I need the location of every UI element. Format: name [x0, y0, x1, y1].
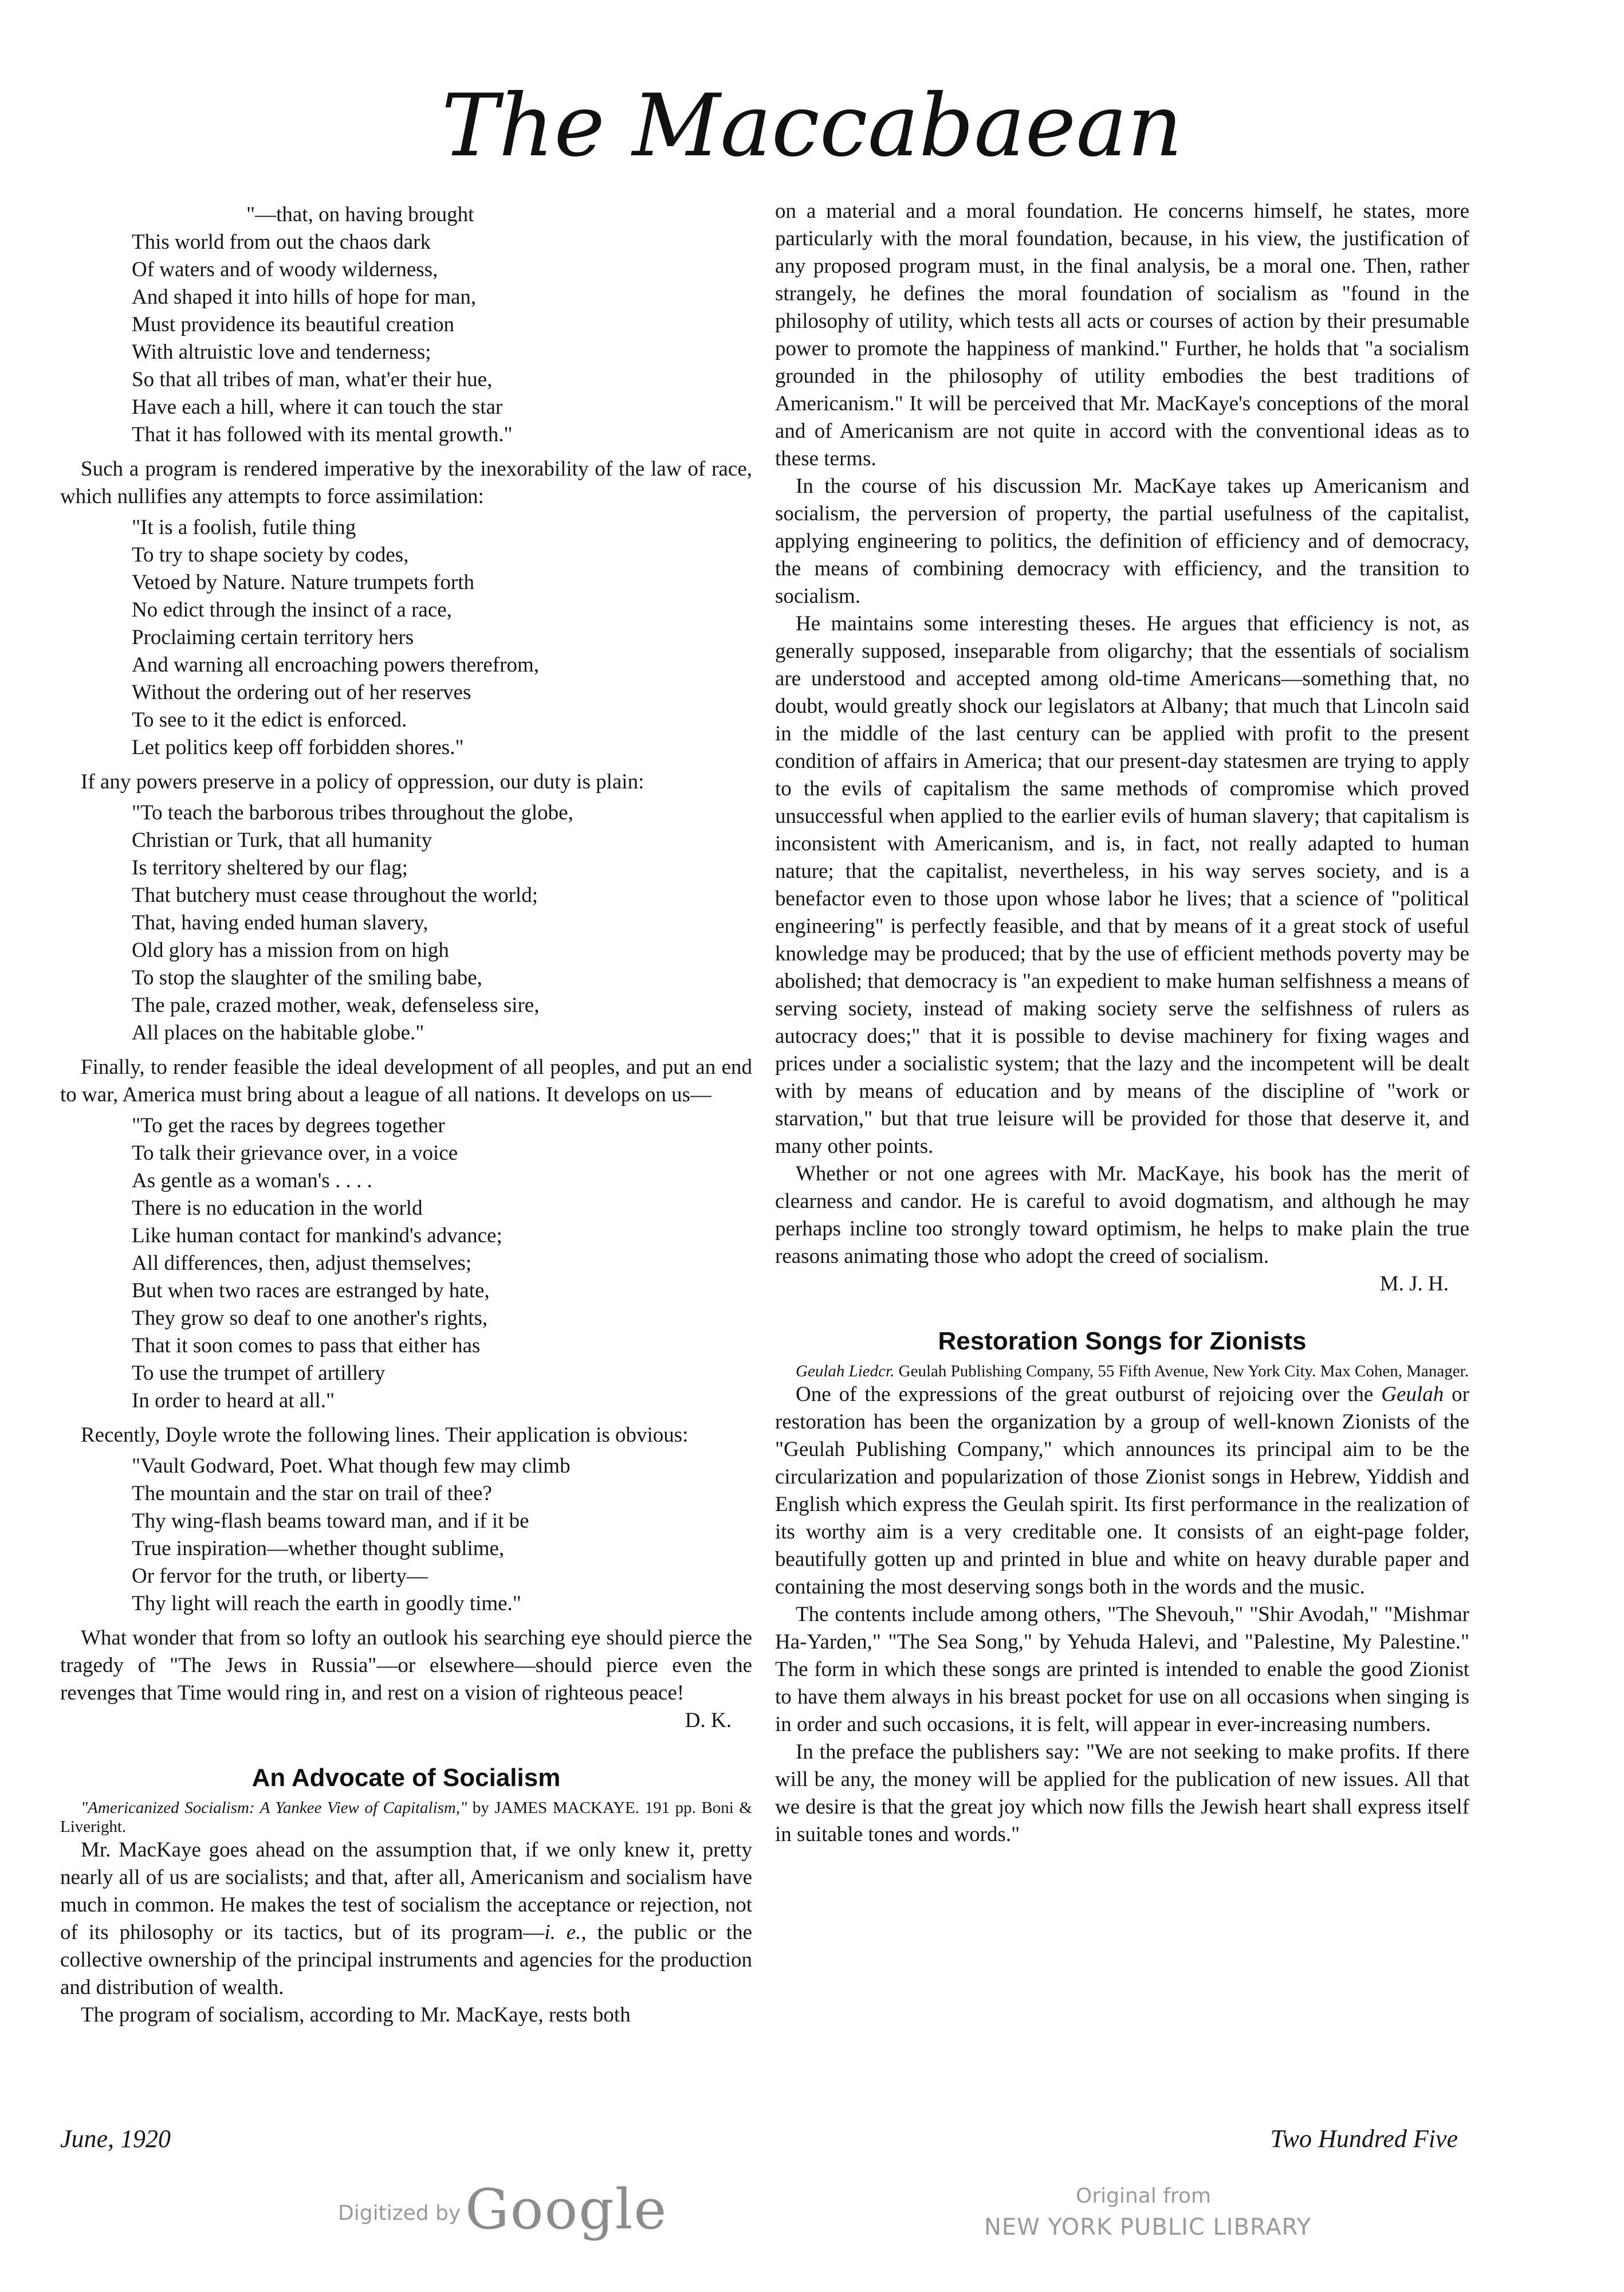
verse-line: All differences, then, adjust themselves;	[132, 1251, 472, 1275]
verse-block-1	[60, 201, 752, 449]
verse-block-3	[60, 799, 752, 1047]
verse-line: They grow so deaf to one another's rights,	[132, 1306, 488, 1330]
left-column	[60, 198, 752, 2029]
bibliographic-note	[60, 1799, 752, 1836]
verse-line: "It is a foolish, futile thing	[132, 516, 356, 539]
verse-line: That it has followed with its mental growth."	[132, 423, 513, 446]
paragraph	[60, 1624, 752, 1707]
verse-line: "To teach the barborous tribes throughout the globe,	[132, 801, 573, 825]
verse-block-4	[60, 1112, 752, 1415]
paragraph-text: Mr. MacKaye goes ahead on the assumption that, if we only knew it, pretty nearly all of us are socialists; and that, after all, Americanism and socialism have much in common. He makes the test of socialism the acceptance or rejection, not of its philosophy or its tactics, but of its program—	[60, 1838, 752, 1944]
verse-line: Let politics keep off forbidden shores."	[132, 736, 464, 759]
paragraph: He maintains some interesting theses. He argues that efficiency is not, as generally supposed, inseparable from oligarchy; that the essentials of socialism are understood and accepted among old-time Americans—something that, no doubt, would greatly shock our legislators at Albany; that much that Lincoln said in the middle of the last century can be applied with profit to the present condition of affairs in America; that our present-day statesmen are trying to apply to the evils of capitalism the same methods of compromise which proved unsuccessful when applied to the earlier evils of human slavery; that capitalism is inconsistent with Americanism, and is, in fact, not really adapted to human nature; that the capitalist, nevertheless, in his way serves society, and is a benefactor even to those upon whose labor he lives; that a science of "political engineering" is perfectly feasible, and that by means of it a great stock of useful knowledge may be produced; that by the use of efficient methods poverty may be abolished; that democracy is "an expedient to make human selfishness a means of serving society, instead of making society serve the selfishness of rulers as autocracy does;" that it is possible to devise machinery for fixing wages and prices under a socialistic system; that the lazy and the incompetent will be dealt with by means of education and by means of the discipline of "work or starvation," but that true leisure will be provided for those that deserve it, and many other points.	[775, 612, 1469, 1158]
verse-line: No edict through the insinct of a race,	[132, 598, 452, 622]
verse-line: Have each a hill, where it can touch the star	[132, 395, 503, 419]
signature-mjh: M. J. H.	[1379, 1272, 1449, 1296]
emphasis: i. e.,	[544, 1921, 587, 1944]
verse-line: Proclaiming certain territory hers	[132, 626, 414, 649]
verse-line: Vetoed by Nature. Nature trumpets forth	[132, 571, 474, 594]
verse-line: All places on the habitable globe."	[132, 1021, 424, 1045]
verse-line: And shaped it into hills of hope for man,	[132, 285, 477, 309]
verse-line: There is no education in the world	[132, 1196, 423, 1220]
verse-line: To stop the slaughter of the smiling babe,	[132, 966, 482, 990]
verse-line: Without the ordering out of her reserves	[132, 681, 471, 704]
verse-line: With altruistic love and tenderness;	[132, 340, 431, 364]
book-title: Geulah Liedcr.	[796, 1362, 895, 1380]
paragraph	[775, 1381, 1469, 1601]
verse-line: Is territory sheltered by our flag;	[132, 856, 408, 880]
paragraph: In the preface the publishers say: "We are not seeking to make profits. If there will be any, the money will be applied for the publication of new issues. All that we desire is that the great joy which now fills the Jewish heart shall express itself in suitable tones and words."	[775, 1740, 1469, 1846]
paragraph-text: the public or the collective ownership of the principal instruments and agencies for the production and distribution of wealth.	[60, 1921, 752, 1999]
paragraph: In the course of his discussion Mr. MacKaye takes up Americanism and socialism, the perversion of property, the partial usefulness of the capitalist, applying engineering to politics, the definition of efficiency and of democracy, the means of combining democracy with efficiency, and the transition to socialism.	[775, 474, 1469, 608]
verse-line: "—that, on having brought	[246, 203, 474, 226]
verse-line: This world from out the chaos dark	[132, 230, 431, 254]
right-column	[775, 198, 1469, 1848]
verse-line: True inspiration—whether thought sublime,	[132, 1537, 505, 1560]
paragraph-text: One of the expressions of the great outburst of rejoicing over the	[796, 1383, 1382, 1406]
book-title: "Americanized Socialism: A Yankee View of Capitalism,"	[81, 1799, 467, 1817]
verse-line: But when two races are estranged by hate,	[132, 1279, 490, 1302]
book-details: Geulah Publishing Company, 55 Fifth Avenue, New York City. Max Cohen, Manager.	[894, 1362, 1469, 1380]
paragraph	[60, 1836, 752, 2001]
digitized-by-label: Digitized by	[338, 2201, 461, 2225]
paragraph-text: or restoration has been the organization by a group of well-known Zionists of the "Geulah Publishing Company," which announces its principal aim to be the circularization and popularization of those Zionist songs in Hebrew, Yiddish and English which express the Geulah spirit. Its first performance in the realization of its worthy aim is a very creditable one. It consists of an eight-page folder, beautifully gotten up and printed in blue and white on heavy durable paper and containing the most deserving songs both in the words and the music.	[775, 1383, 1469, 1599]
verse-line: To use the trumpet of artillery	[132, 1361, 386, 1385]
signature-dk: D. K.	[685, 1709, 732, 1732]
footer-date: June, 1920	[60, 2125, 171, 2153]
verse-line: Or fervor for the truth, or liberty—	[132, 1564, 428, 1588]
paragraph: Whether or not one agrees with Mr. MacKaye, his book has the merit of clearness and candor. He is careful to avoid dogmatism, and although he may perhaps incline too strongly toward optimism, he helps to make plain the true reasons animating those who adopt the creed of socialism.	[775, 1162, 1469, 1268]
paragraph: Recently, Doyle wrote the following lines. Their application is obvious:	[81, 1423, 689, 1447]
verse-line: That butchery must cease throughout the world;	[132, 884, 538, 907]
verse-block-2	[60, 514, 752, 762]
article-heading-restoration-songs: Restoration Songs for Zionists	[938, 1327, 1307, 1355]
book-details: by JAMES MACKAYE. 191 pp. Boni & Liveright.	[60, 1799, 752, 1836]
verse-line: In order to heard at all."	[132, 1389, 335, 1412]
verse-line: "Vault Godward, Poet. What though few may climb	[132, 1454, 571, 1478]
paragraph: Finally, to render feasible the ideal development of all peoples, and put an end to war, America must bring about a league of all nations. It develops on us—	[60, 1055, 752, 1106]
verse-line: Thy wing-flash beams toward man, and if it be	[132, 1509, 529, 1533]
paragraph: The program of socialism, according to Mr. MacKaye, rests both	[81, 2003, 631, 2027]
verse-line: The pale, crazed mother, weak, defenseless sire,	[132, 994, 540, 1017]
verse-line: Must providence its beautiful creation	[132, 313, 455, 336]
verse-block-5	[60, 1453, 752, 1618]
verse-line: To talk their grievance over, in a voice	[132, 1141, 458, 1165]
masthead-title: The Maccabaean	[441, 76, 1183, 176]
paragraph: The contents include among others, "The Shevouh," "Shir Avodah," "Mishmar Ha-Yarden," "The Sea Song," by Yehuda Halevi, and "Palestine, My Palestine." The form in which these songs are printed is intended to enable the good Zionist to have them always in his breast pocket for use on all occasions when singing is in order and such occasions, it is felt, will appear in ever-increasing numbers.	[775, 1603, 1469, 1736]
verse-line: "To get the races by degrees together	[132, 1114, 445, 1137]
verse-line: To try to shape society by codes,	[132, 543, 409, 567]
verse-line: That it soon comes to pass that either has	[132, 1334, 481, 1357]
emphasis: Geulah	[1381, 1383, 1444, 1406]
google-logo: Google	[465, 2177, 668, 2242]
verse-line: That, having ended human slavery,	[132, 911, 428, 935]
bibliographic-note	[775, 1362, 1469, 1381]
verse-line: Old glory has a mission from on high	[132, 939, 449, 962]
library-name: NEW YORK PUBLIC LIBRARY	[984, 2214, 1312, 2240]
verse-line: Like human contact for mankind's advance;	[132, 1224, 502, 1247]
paragraph: If any powers preserve in a policy of oppression, our duty is plain:	[81, 770, 644, 794]
footer-page-number: Two Hundred Five	[1270, 2125, 1458, 2153]
verse-line: So that all tribes of man, what'er their hue,	[132, 368, 493, 391]
verse-line: Of waters and of woody wilderness,	[132, 258, 438, 281]
article-heading-socialism: An Advocate of Socialism	[251, 1764, 561, 1792]
original-from-label: Original from	[1076, 2184, 1212, 2208]
paragraph: on a material and a moral foundation. He concerns himself, he states, more particularly with the moral foundation, because, in his view, the justification of any proposed program must, in the final analysis, be a moral one. Then, rather strangely, he defines the moral foundation of socialism as "found in the philosophy of utility, which tests all acts or courses of action by their presumable power to promote the happiness of mankind." Further, he holds that "a socialism grounded in the philosophy of utility embodies the best traditions of Americanism." It will be perceived that Mr. MacKaye's conceptions of the moral and of Americanism are not quite in accord with the conventional ideas as to these terms.	[775, 199, 1469, 470]
verse-line: Thy light will reach the earth in goodly time."	[132, 1592, 521, 1615]
paragraph: Such a program is rendered imperative by the inexorability of the law of race, which nullifies any attempts to force assimilation:	[60, 457, 752, 508]
verse-line: As gentle as a woman's . . . .	[132, 1169, 372, 1192]
paragraph-text: What wonder that from so lofty an outlook his searching eye should pierce the tragedy of "The Jews in Russia"—or elsewhere—should pierce even the revenges that Time would ring in, and rest on a vision of righteous peace!	[60, 1626, 752, 1705]
verse-line: To see to it the edict is enforced.	[132, 708, 407, 732]
verse-line: And warning all encroaching powers therefrom,	[132, 653, 539, 677]
verse-line: The mountain and the star on trail of thee?	[132, 1482, 492, 1505]
verse-line: Christian or Turk, that all humanity	[132, 829, 432, 852]
